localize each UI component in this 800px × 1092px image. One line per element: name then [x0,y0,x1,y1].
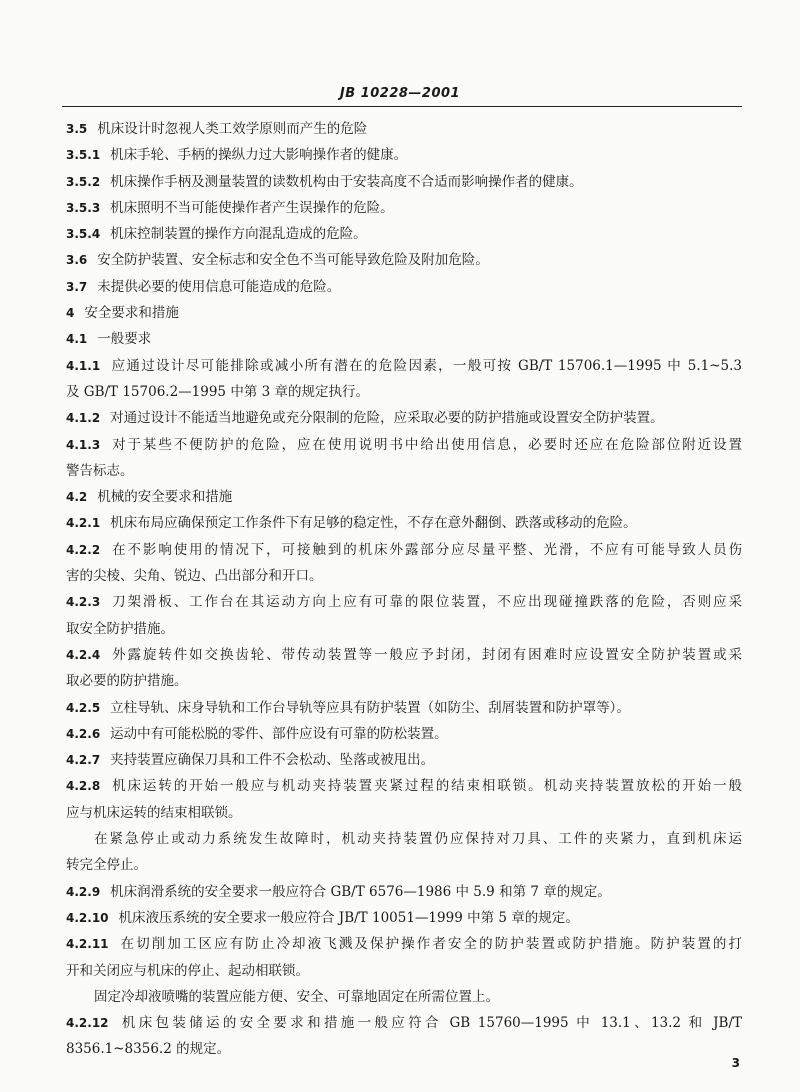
clause-number: 4.2.4 [66,647,101,662]
clause-line [66,905,742,931]
standard-code-header: JB 10228—2001 [339,86,461,101]
clause-line [66,300,742,326]
clause-text: 机械的安全要求和措施 [97,489,233,506]
clause-number: 4.2.10 [66,910,109,925]
clause-text: 应通过设计尽可能排除或减小所有潜在的危险因素，一般可按 GB/T 15706.1—1995 中 5.1~5.3 [110,357,742,374]
clause-text: 在不影响使用的情况下，可接触到的机床外露部分应尽量平整、光滑，不应有可能导致人员伤 [110,541,742,558]
clause-number: 4.2 [66,490,88,505]
clause-text: 警告标志。 [66,462,134,479]
clause-line [66,1010,742,1036]
clause-number: 3.5.2 [66,174,101,189]
clause-number: 4.2.9 [66,884,101,899]
continuation-line [66,826,742,852]
clause-line [66,116,742,142]
clause-number: 4.2.12 [66,1016,109,1031]
clause-text: 机床照明不当可能使操作者产生误操作的危险。 [110,199,394,216]
clause-number: 4 [66,306,75,321]
clause-text: 害的尖棱、尖角、锐边、凸出部分和开口。 [66,568,323,585]
clause-text: 机床手轮、手柄的操纵力过大影响操作者的健康。 [110,147,408,164]
clause-number: 4.2.2 [66,542,101,557]
page-number: 3 [731,1056,740,1070]
clause-line [66,879,742,905]
continuation-line [66,668,742,694]
continuation-line [66,616,742,642]
continuation-line [66,458,742,484]
clause-number: 4.1.3 [66,437,101,452]
clause-text: 机床润滑系统的安全要求一般应符合 GB/T 6576—1986 中 5.9 和第 7 章的规定。 [110,883,611,900]
clause-text: 一般要求 [97,331,152,348]
clause-text: 开和关闭应与机床的停止、起动相联锁。 [66,962,309,979]
document-body [66,116,742,1063]
clause-number: 3.7 [66,279,88,294]
clause-line [66,195,742,221]
clause-number: 3.6 [66,253,88,268]
clause-text: 取必要的防护措施。 [66,673,188,690]
clause-number: 3.5 [66,122,88,136]
clause-line [66,642,742,668]
clause-text: 8356.1~8356.2 的规定。 [66,1041,231,1058]
clause-line [66,537,742,563]
clause-line [66,169,742,195]
clause-text: 机床操作手柄及测量装置的读数机构由于安装高度不合适而影响操作者的健康。 [110,173,583,190]
clause-number: 4.2.1 [66,516,101,531]
clause-number: 3.5.3 [66,200,101,215]
clause-line [66,721,742,747]
clause-number: 4.1.1 [66,358,101,373]
clause-text: 在紧急停止或动力系统发生故障时，机动夹持装置仍应保持对刀具、工件的夹紧力，直到机床运 [94,831,742,848]
clause-line [66,747,742,773]
continuation-line [66,379,742,405]
clause-line [66,326,742,352]
clause-line [66,589,742,615]
clause-text: 机床液压系统的安全要求一般应符合 JB/T 10051—1999 中第 5 章的规定。 [118,909,579,926]
clause-line [66,931,742,957]
continuation-line [66,852,742,878]
clause-text: 机床布局应确保预定工作条件下有足够的稳定性，不存在意外翻倒、跌落或移动的危险。 [110,515,637,532]
clause-number: 4.2.8 [66,779,101,794]
clause-text: 立柱导轨、床身导轨和工作台导轨等应具有防护装置（如防尘、刮屑装置和防护罩等）。 [110,699,630,716]
clause-text: 机床控制装置的操作方向混乱造成的危险。 [110,226,367,243]
clause-line [66,484,742,510]
clause-text: 外露旋转件如交换齿轮、带传动装置等一般应予封闭，封闭有困难时应设置安全防护装置或采 [110,646,742,663]
clause-number: 4.2.11 [66,937,109,952]
clause-line [66,142,742,168]
clause-text: 及 GB/T 15706.2—1995 中第 3 章的规定执行。 [66,383,369,400]
clause-text: 安全要求和措施 [84,305,179,322]
clause-line [66,510,742,536]
clause-number: 4.2.3 [66,595,101,610]
clause-text: 应与机床运转的结束相联锁。 [66,804,242,821]
clause-text: 对于某些不便防护的危险，应在使用说明书中给出使用信息，必要时还应在危险部位附近设置 [110,436,742,453]
continuation-line [66,1036,742,1062]
clause-line [66,274,742,300]
continuation-line [66,563,742,589]
clause-text: 转完全停止。 [66,857,147,874]
clause-line [66,353,742,379]
clause-text: 机床设计时忽视人类工效学原则而产生的危险 [97,121,368,137]
continuation-line [66,958,742,984]
clause-text: 机床运转的开始一般应与机动夹持装置夹紧过程的结束相联锁。机动夹持装置放松的开始一般 [110,778,742,795]
clause-number: 4.2.6 [66,726,101,741]
clause-text: 取安全防护措施。 [66,620,174,637]
clause-text: 机床包装储运的安全要求和措施一般应符合 GB 15760—1995 中 13.1、13.2 和 JB/T [118,1015,742,1032]
clause-line [66,695,742,721]
clause-number: 4.2.7 [66,753,101,768]
clause-number: 3.5.1 [66,148,101,163]
continuation-line [66,800,742,826]
clause-number: 4.1.2 [66,411,101,426]
clause-text: 对通过设计不能适当地避免或充分限制的危险，应采取必要的防护措施或设置安全防护装置。 [110,410,664,427]
clause-line [66,432,742,458]
clause-text: 在切削加工区应有防止冷却液飞溅及保护操作者安全的防护装置或防护措施。防护装置的打 [118,936,742,953]
clause-text: 固定冷却液喷嘴的装置应能方便、安全、可靠地固定在所需位置上。 [94,988,499,1005]
continuation-line [66,984,742,1010]
clause-number: 3.5.4 [66,227,101,242]
clause-line [66,405,742,431]
clause-text: 刀架滑板、工作台在其运动方向上应有可靠的限位装置，不应出现碰撞跌落的危险，否则应采 [110,594,742,611]
clause-text: 未提供必要的使用信息可能造成的危险。 [97,278,341,295]
clause-number: 4.2.5 [66,700,101,715]
clause-line [66,221,742,247]
clause-line [66,773,742,799]
header-rule [62,106,742,107]
clause-text: 夹持装置应确保刀具和工件不会松动、坠落或被甩出。 [110,752,435,769]
clause-text: 运动中有可能松脱的零件、部件应设有可靠的防松装置。 [110,725,448,742]
clause-text: 安全防护装置、安全标志和安全色不当可能导致危险及附加危险。 [97,252,489,269]
clause-number: 4.1 [66,332,88,347]
clause-line [66,247,742,273]
